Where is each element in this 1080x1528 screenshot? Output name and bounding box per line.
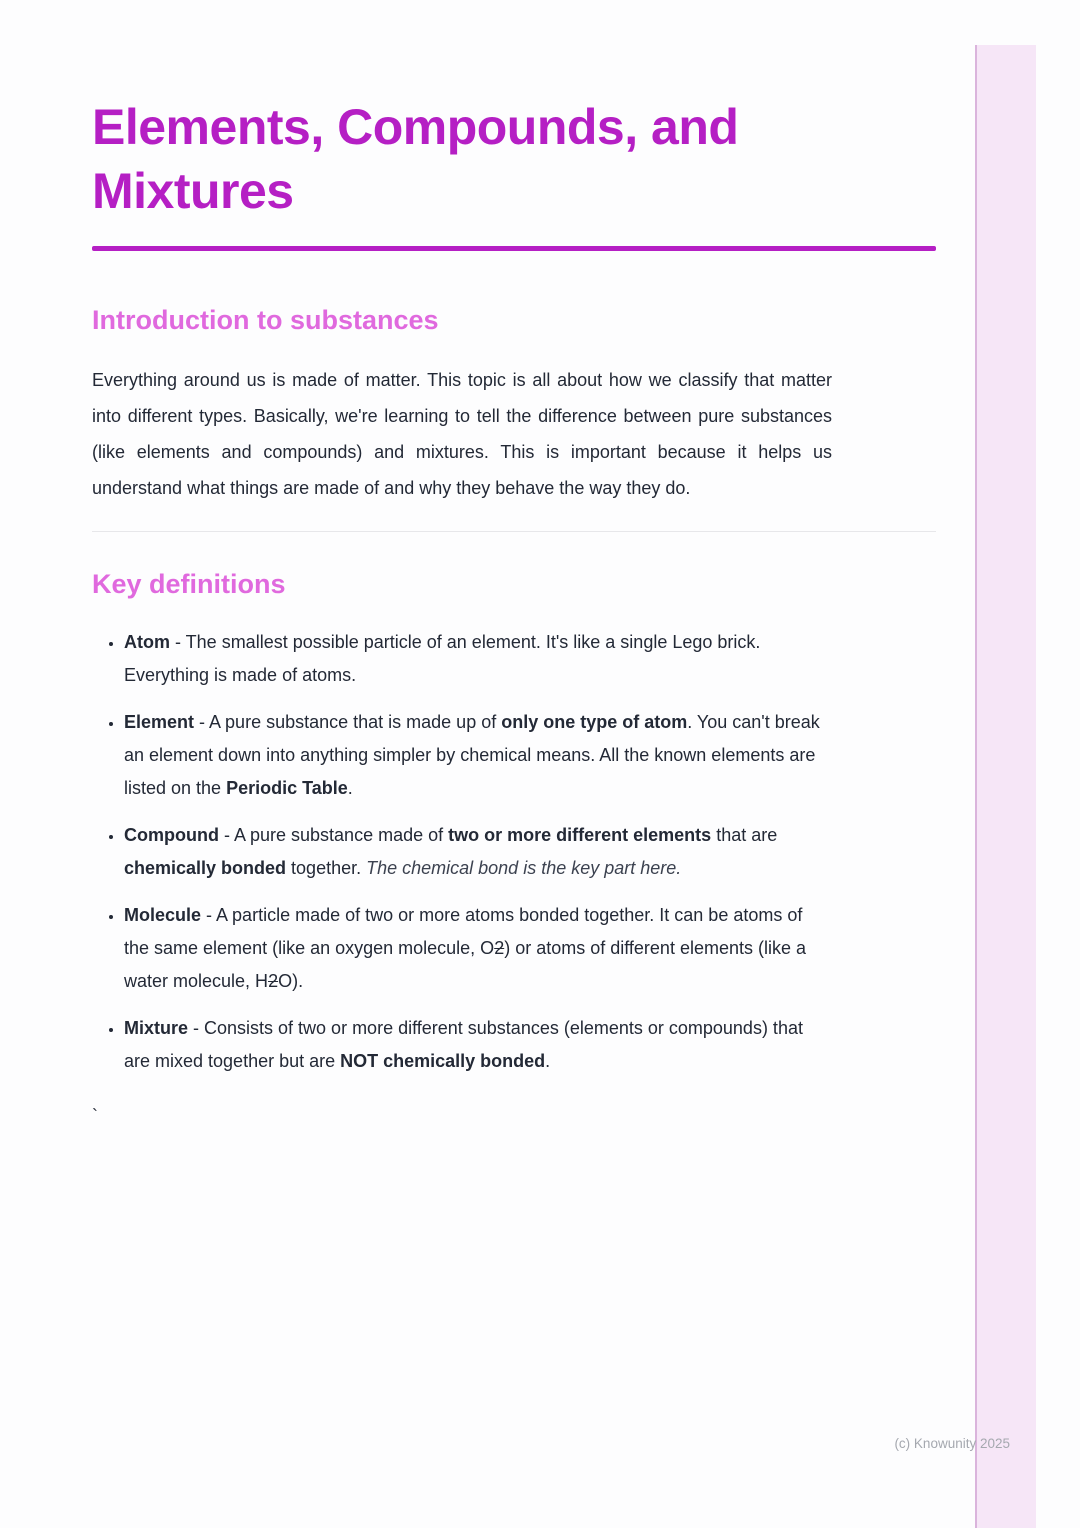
page-title: Elements, Compounds, and Mixtures bbox=[92, 99, 739, 219]
definition-segment: NOT chemically bonded bbox=[340, 1051, 546, 1071]
section-divider bbox=[92, 531, 936, 532]
document-content bbox=[92, 0, 936, 1128]
definition-segment: Mixture bbox=[124, 1018, 189, 1038]
intro-paragraph: Everything around us is made of matter. This topic is all about how we classify that matter into different types. Basically, we're learning to tell the difference between pure substances (like elements and compounds) and mixtures. This is important because it helps us understand what things are made of and why they behave the way they do. bbox=[92, 370, 832, 498]
definition-item bbox=[124, 819, 832, 885]
right-margin-band bbox=[975, 45, 1036, 1528]
definition-segment: Atom bbox=[124, 632, 170, 652]
title-underline-rule bbox=[92, 246, 936, 251]
definition-segment: only one type of atom bbox=[501, 712, 688, 732]
definition-segment: that are bbox=[711, 825, 778, 845]
section-heading-introduction: Introduction to substances bbox=[92, 305, 439, 335]
definition-segment: . bbox=[545, 1051, 551, 1071]
definitions-list bbox=[92, 626, 832, 1078]
definition-segment: two or more different elements bbox=[448, 825, 712, 845]
definition-segment: - A pure substance made of bbox=[218, 825, 449, 845]
definition-segment: . You can't break an element down into anything simpler by chemical means. All the known elements are listed on the bbox=[124, 712, 820, 798]
definition-segment: - The smallest possible particle of an element. It's like a single Lego brick. Everything is made of atoms. bbox=[124, 632, 761, 685]
definition-item bbox=[124, 706, 832, 805]
definition-item bbox=[124, 899, 832, 998]
definition-segment: O). bbox=[278, 971, 304, 991]
definition-segment: 2 bbox=[494, 938, 505, 958]
definition-segment: The chemical bond is the key part here. bbox=[366, 858, 682, 878]
stray-backtick: ` bbox=[92, 1106, 98, 1126]
definition-segment: chemically bonded bbox=[124, 858, 287, 878]
copyright-footer: (c) Knowunity 2025 bbox=[894, 1436, 1010, 1451]
definition-segment: together. bbox=[286, 858, 367, 878]
definition-item bbox=[124, 626, 832, 692]
definition-segment: 2 bbox=[268, 971, 279, 991]
definition-segment: Compound bbox=[124, 825, 219, 845]
definition-segment: Molecule bbox=[124, 905, 202, 925]
definition-segment: Element bbox=[124, 712, 195, 732]
definition-segment: - A particle made of two or more atoms bonded together. It can be atoms of the same element (like an oxygen molecule, O bbox=[124, 905, 803, 958]
definition-segment: - A pure substance that is made up of bbox=[194, 712, 502, 732]
definition-segment: - Consists of two or more different substances (elements or compounds) that are mixed together but are bbox=[124, 1018, 803, 1071]
definition-item bbox=[124, 1012, 832, 1078]
definition-segment: ) or atoms of different elements (like a water molecule, H bbox=[124, 938, 807, 991]
definition-segment: . bbox=[347, 778, 353, 798]
section-heading-key-definitions: Key definitions bbox=[92, 569, 286, 599]
definition-segment: Periodic Table bbox=[226, 778, 348, 798]
